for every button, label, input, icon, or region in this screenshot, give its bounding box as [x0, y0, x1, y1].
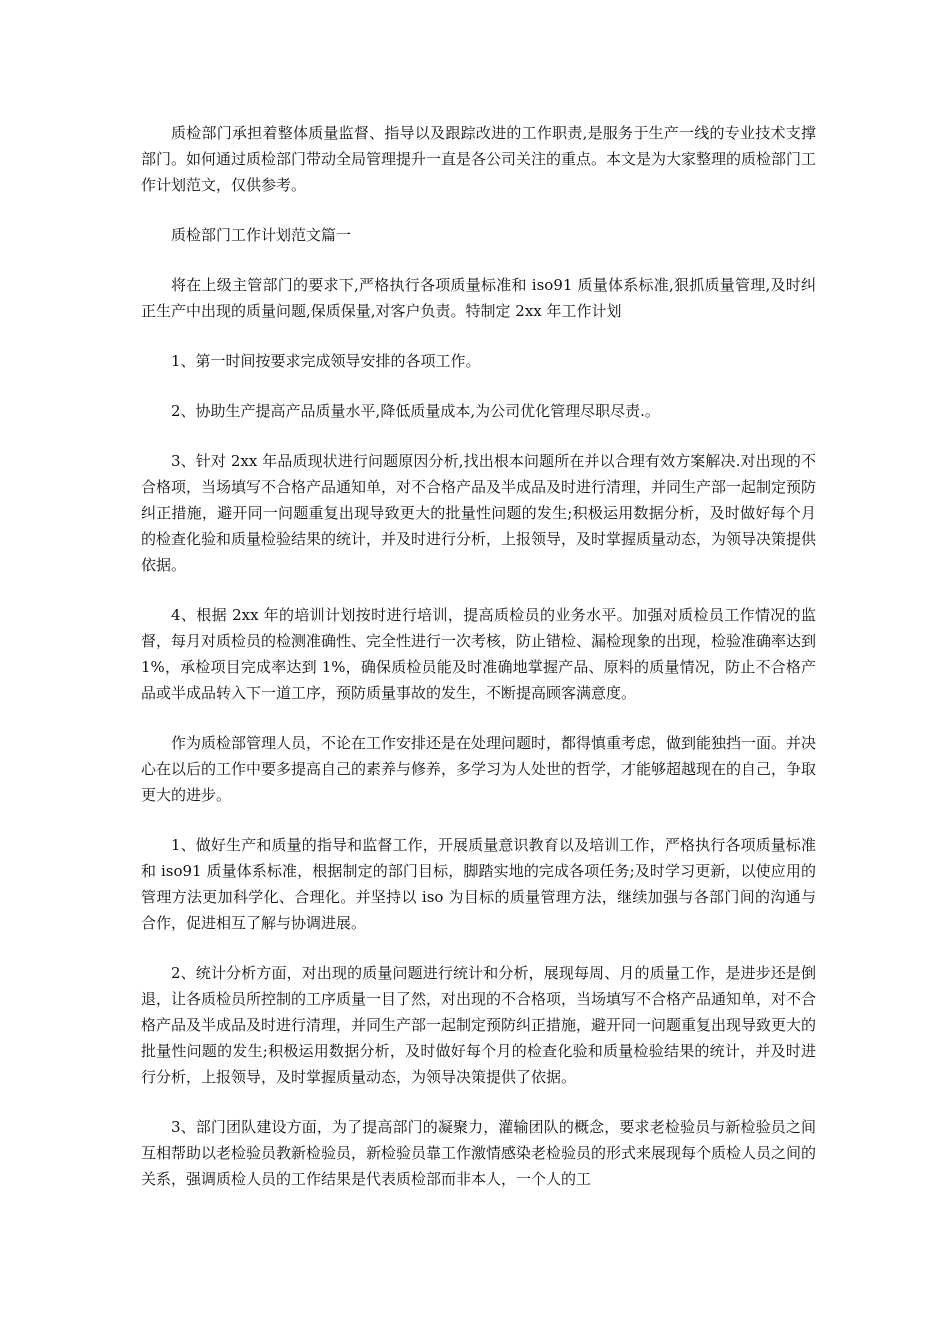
plan-item-3: 3、针对 2xx 年品质现状进行问题原因分析,找出根本问题所在并以合理有效方案解决.对出现的不合格项，当场填写不合格产品通知单，对不合格产品及半成品及时进行清理，并同生产部一起制定预防纠正措施，避开同一问题重复出现导致更大的批量性问题的发生;积极运用数据分析，及时做好每个月的检查化验和质量检验结果的统计，并及时进行分析，上报领导，及时掌握质量动态，为领导决策提供依据。: [141, 452, 817, 574]
document-body: [141, 120, 816, 1192]
section-heading: 质检部门工作计划范文篇一: [171, 226, 352, 244]
intro-paragraph: 质检部门承担着整体质量监督、指导以及跟踪改进的工作职责,是服务于生产一线的专业技术支撑部门。如何通过质检部门带动全局管理提升一直是各公司关注的重点。本文是为大家整理的质检部门工作计划范文，仅供参考。: [141, 124, 817, 194]
work-item-2: 2、统计分析方面，对出现的质量问题进行统计和分析，展现每周、月的质量工作，是进步还是倒退，让各质检员所控制的工序质量一目了然，对出现的不合格项，当场填写不合格产品通知单，对不合格产品及半成品及时进行清理，并同生产部一起制定预防纠正措施，避开同一问题重复出现导致更大的批量性问题的发生;积极运用数据分析，及时做好每个月的检查化验和质量检验结果的统计，并及时进行分析，上报领导，及时掌握质量动态，为领导决策提供了依据。: [141, 964, 817, 1086]
plan-item-4: 4、根据 2xx 年的培训计划按时进行培训，提高质检员的业务水平。加强对质检员工作情况的监督，每月对质检员的检测准确性、完全性进行一次考核，防止错检、漏检现象的出现，检验准确率达到 1%，承检项目完成率达到 1%，确保质检员能及时准确地掌握产品、原料的质量情况，防止不合格产品或半成品转入下一道工序，预防质量事故的发生，不断提高顾客满意度。: [141, 606, 817, 702]
plan-intro-paragraph: 将在上级主管部门的要求下,严格执行各项质量标准和 iso91 质量体系标准,狠抓质量管理,及时纠正生产中出现的质量问题,保质保量,对客户负责。特制定 2xx 年工作计划: [141, 276, 816, 320]
work-item-3: 3、部门团队建设方面，为了提高部门的凝聚力，灌输团队的概念，要求老检验员与新检验员之间互相帮助以老检验员教新检验员，新检验员靠工作激情感染老检验员的形式来展现每个质检人员之间的关系，强调质检人员的工作结果是代表质检部而非本人，一个人的工: [141, 1118, 817, 1188]
plan-item-1: 1、第一时间按要求完成领导安排的各项工作。: [171, 352, 481, 370]
manager-statement-paragraph: 作为质检部管理人员，不论在工作安排还是在处理问题时，都得慎重考虑，做到能独挡一面。并决心在以后的工作中要多提高自己的素养与修养，多学习为人处世的哲学，才能够超越现在的自己，争取更大的进步。: [141, 734, 817, 804]
work-item-1: 1、做好生产和质量的指导和监督工作，开展质量意识教育以及培训工作，严格执行各项质量标准和 iso91 质量体系标准，根据制定的部门目标，脚踏实地的完成各项任务;及时学习更新，以使应用的管理方法更加科学化、合理化。并坚持以 iso 为目标的质量管理方法，继续加强与各部门间的沟通与合作，促进相互了解与协调进展。: [141, 836, 816, 932]
plan-item-2: 2、协助生产提高产品质量水平,降低质量成本,为公司优化管理尽职尽责.。: [171, 402, 660, 420]
